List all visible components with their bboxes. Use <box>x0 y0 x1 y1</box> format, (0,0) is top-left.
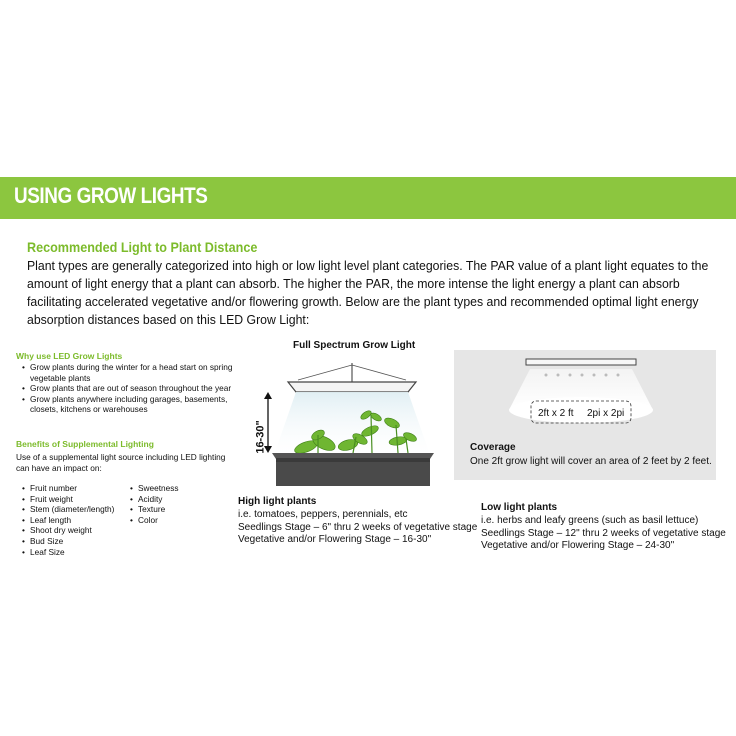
why-list <box>21 362 236 415</box>
benefits-list-b <box>129 483 209 525</box>
low-light-title: Low light plants <box>481 502 558 513</box>
high-light-title: High light plants <box>238 496 317 507</box>
coverage-label-left: 2ft x 2 ft <box>538 408 574 419</box>
coverage-title: Coverage <box>470 442 516 453</box>
list-item: • Fruit weight <box>21 494 131 505</box>
header-banner <box>0 177 736 219</box>
low-light-line: Seedlings Stage – 12" thru 2 weeks of vegetative stage <box>481 527 726 539</box>
list-item: • Sweetness <box>129 483 209 494</box>
distance-label: 16-30" <box>254 420 267 454</box>
high-light-line: Vegetative and/or Flowering Stage – 16-30" <box>238 534 432 546</box>
benefits-text: Use of a supplemental light source including LED lighting can have an impact on: <box>16 452 226 473</box>
benefits-heading: Benefits of Supplemental Lighting <box>16 439 154 449</box>
coverage-label-right: 2pi x 2pi <box>587 408 625 419</box>
low-light-line: Vegetative and/or Flowering Stage – 24-30" <box>481 540 675 552</box>
coverage-panel <box>454 350 716 480</box>
grow-light-illustration <box>248 355 448 490</box>
list-item: • Grow plants during the winter for a head start on spring vegetable plants <box>21 362 236 383</box>
why-heading: Why use LED Grow Lights <box>16 351 123 361</box>
list-item: • Grow plants that are out of season throughout the year <box>21 383 236 394</box>
benefits-list-a <box>21 483 131 557</box>
list-item: • Fruit number <box>21 483 131 494</box>
coverage-text: One 2ft grow light will cover an area of 2 feet by 2 feet. <box>470 456 712 467</box>
list-item: • Stem (diameter/length) <box>21 504 131 515</box>
high-light-block <box>238 496 477 547</box>
section-title: Recommended Light to Plant Distance <box>27 239 258 255</box>
list-item: • Bud Size <box>21 536 131 547</box>
high-light-line: Seedlings Stage – 6" thru 2 weeks of vegetative stage <box>238 521 478 533</box>
list-item: • Shoot dry weight <box>21 525 131 536</box>
list-item: • Texture <box>129 504 209 515</box>
intro-paragraph: Plant types are generally categorized into high or low light level plant categories. The PAR value of a plant light equates to the amount of light energy that a plant can absorb. The higher the PAR, the more intense the light energy a plant can absorb facilitating accelerated vegetative and/or flowering growth. Below are the plant types and recommended optimal light energy absorption distances based on this LED Grow Light: <box>27 258 709 327</box>
list-item: • Acidity <box>129 494 209 505</box>
high-light-line: i.e. tomatoes, peppers, perennials, etc <box>238 508 408 520</box>
low-light-line: i.e. herbs and leafy greens (such as basil lettuce) <box>481 514 699 526</box>
list-item: • Grow plants anywhere including garages, basements, closets, kitchens or warehouses <box>21 394 236 415</box>
list-item: • Color <box>129 515 209 526</box>
coverage-diagram <box>454 350 716 440</box>
list-item: • Leaf length <box>21 515 131 526</box>
list-item: • Leaf Size <box>21 547 131 558</box>
banner-title: USING GROW LIGHTS <box>14 183 208 208</box>
low-light-block <box>481 502 726 553</box>
figure-title: Full Spectrum Grow Light <box>293 340 416 351</box>
